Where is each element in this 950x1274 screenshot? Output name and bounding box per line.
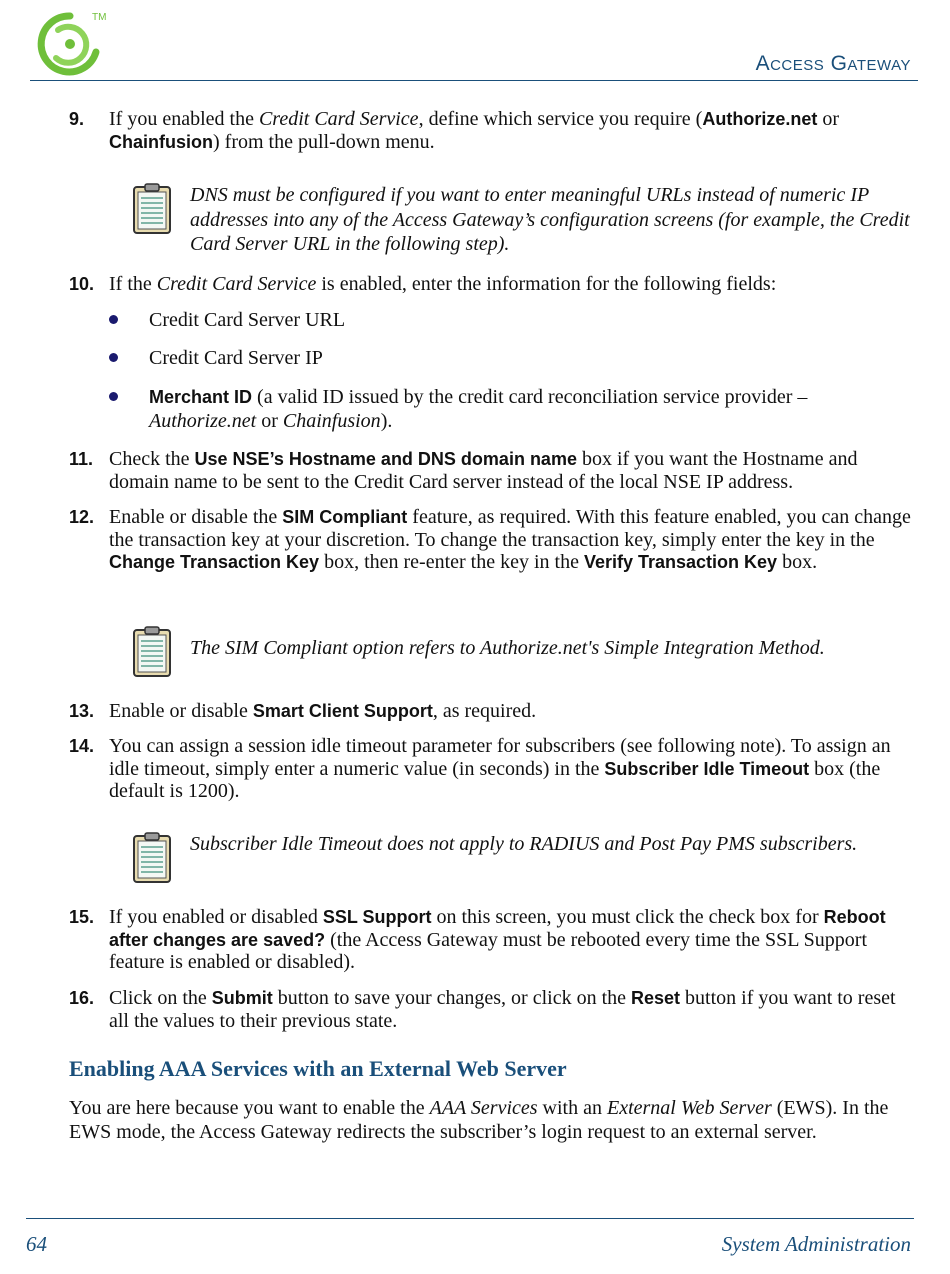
text-run: box. — [777, 551, 818, 573]
note-dns — [132, 183, 922, 257]
bold-run: Reset — [631, 988, 681, 1008]
text-run: If you enabled the — [109, 108, 259, 130]
italic-run: Credit Card Service — [258, 108, 419, 130]
step-12 — [69, 506, 915, 574]
italic-run: Credit Card Service — [156, 273, 317, 295]
bullet-text — [149, 385, 915, 433]
section-paragraph — [69, 1096, 915, 1144]
text-run: Credit Card Server IP — [149, 347, 323, 369]
step-number: 9. — [69, 109, 85, 129]
bullet-item — [109, 385, 915, 433]
text-run: box, then re-enter the key in the — [319, 551, 584, 573]
bold-run: Submit — [211, 988, 273, 1008]
step-14 — [69, 735, 915, 803]
text-run: box (the default is 1200). — [109, 757, 881, 802]
bold-run: Merchant ID — [149, 387, 253, 407]
text-run: Credit Card Server URL — [149, 309, 346, 331]
text-run: Enable or disable — [109, 700, 253, 722]
note-text: Subscriber Idle Timeout does not apply to RADIUS and Post Pay PMS subscribers. — [190, 833, 858, 855]
step-text — [109, 108, 915, 153]
note-idle-timeout — [132, 832, 922, 857]
step-text — [109, 735, 915, 803]
step-number: 11. — [69, 449, 94, 469]
text-run: (EWS). In the EWS mode, the Access Gateway redirects the subscriber’s login request to an external server. — [69, 1097, 889, 1143]
text-run: If the — [109, 273, 157, 295]
text-run: You can assign a session idle timeout parameter for subscribers (see following note). To assign an idle timeout, simply enter a numeric value (in seconds) in the — [109, 735, 891, 780]
text-run: , define which service you require ( — [418, 108, 703, 130]
text-run: Click on the — [109, 987, 212, 1009]
step-number: 12. — [69, 507, 95, 527]
bold-run: Change Transaction Key — [109, 552, 320, 572]
text-run: , as required. — [432, 700, 537, 722]
text-run: is enabled, enter the information for the following fields: — [316, 273, 777, 295]
step-13 — [69, 700, 915, 723]
text-run: Check the — [109, 448, 195, 470]
italic-run: External Web Server — [606, 1097, 772, 1119]
bullet-item — [109, 308, 915, 332]
step-9 — [69, 108, 915, 153]
text-run: box if you want the Hostname and domain name to be sent to the Credit Card server instead of the local NSE IP address. — [109, 448, 858, 493]
text-run: ) from the pull-down menu. — [213, 130, 435, 153]
company-logo — [30, 8, 110, 78]
clipboard-note-icon — [132, 183, 172, 235]
bold-run: Smart Client Support — [252, 701, 433, 721]
trademark-mark: TM — [92, 12, 107, 23]
clipboard-note-icon — [132, 832, 172, 884]
text-run: If you enabled or disabled — [109, 906, 323, 928]
bold-run: Reboot after changes are saved? — [109, 907, 886, 950]
bullet-item — [109, 346, 915, 370]
bullet-dot — [109, 315, 118, 324]
step-10 — [69, 273, 915, 296]
bold-run: SSL Support — [322, 907, 432, 927]
text-run: feature, as required. With this feature enabled, you can change the transaction key at your discretion. To change the transaction key, simply enter the key in the — [109, 506, 911, 551]
text-run: on this screen, you must click the check box for — [431, 906, 824, 928]
text-run: or — [817, 108, 840, 130]
header-rule — [30, 80, 918, 81]
bullet-dot — [109, 392, 118, 401]
step-text — [109, 906, 915, 974]
text-run: button if you want to reset all the values to their previous state. — [109, 987, 896, 1032]
bold-run: Verify Transaction Key — [583, 552, 778, 572]
step-number: 15. — [69, 907, 95, 927]
step-text — [109, 506, 915, 574]
step-text — [109, 987, 915, 1032]
italic-run: Chainfusion — [282, 410, 381, 432]
section-heading: Enabling AAA Services with an External Web Server — [69, 1056, 567, 1081]
bold-run: Use NSE’s Hostname and DNS domain name — [194, 449, 577, 469]
bullet-text — [149, 308, 915, 332]
text-run: ). — [380, 410, 393, 432]
step-number: 13. — [69, 701, 95, 721]
bold-run: Subscriber Idle Timeout — [604, 758, 810, 779]
step-11 — [69, 448, 915, 493]
step-number: 14. — [69, 736, 95, 756]
bullet-text — [149, 346, 915, 370]
step-text — [109, 448, 915, 493]
note-sim — [132, 626, 922, 661]
step-16 — [69, 987, 915, 1032]
footer-section-title: System Administration — [721, 1232, 911, 1256]
italic-run: Authorize.net — [149, 410, 257, 432]
step-text — [109, 273, 915, 296]
step-15 — [69, 906, 915, 974]
bullet-dot — [109, 353, 118, 362]
text-run: button to save your changes, or click on the — [272, 987, 632, 1009]
step-number: 10. — [69, 274, 95, 294]
clipboard-note-icon — [132, 626, 172, 678]
footer-rule — [26, 1218, 914, 1219]
bold-run: Authorize.net — [702, 109, 818, 129]
bold-run: Chainfusion — [109, 131, 213, 152]
note-text: The SIM Compliant option refers to Authorize.net's Simple Integration Method. — [190, 637, 825, 659]
text-run: or — [256, 410, 283, 432]
text-run: Enable or disable the — [109, 506, 283, 528]
text-run: with an — [537, 1097, 607, 1119]
running-title: Access Gateway — [755, 52, 911, 75]
step-text — [109, 700, 915, 723]
note-text: DNS must be configured if you want to enter meaningful URLs instead of numeric IP addresses into any of the Access Gateway’s configuration screens (for example, the Credit Card Server URL in the following step). — [190, 184, 910, 255]
text-run: You are here because you want to enable the — [69, 1097, 430, 1119]
bold-run: SIM Compliant — [282, 507, 408, 527]
page-number: 64 — [26, 1232, 47, 1256]
italic-run: AAA Services — [429, 1097, 538, 1119]
step-number: 16. — [69, 988, 95, 1008]
text-run: (the Access Gateway must be rebooted every time the SSL Support feature is enabled or disabled). — [109, 928, 868, 973]
text-run: (a valid ID issued by the credit card reconciliation service provider – — [252, 386, 808, 408]
